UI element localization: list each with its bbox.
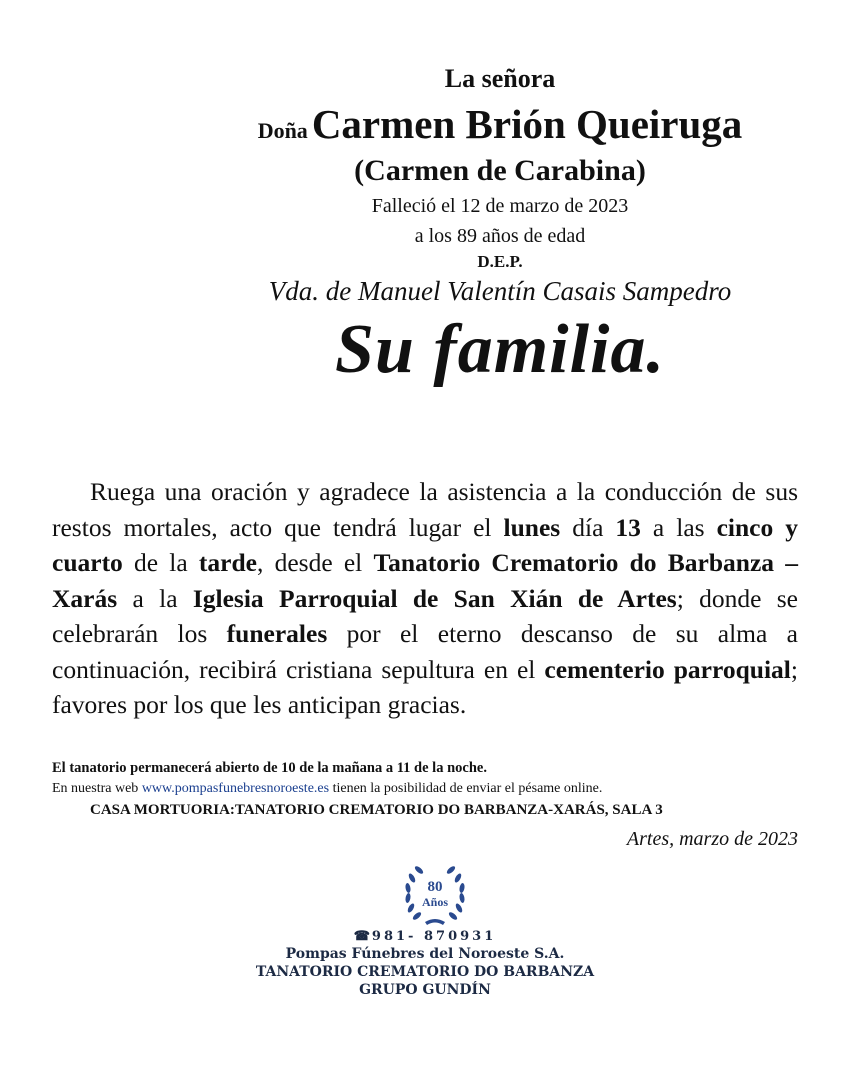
opening-hours-note: El tanatorio permanecerá abierto de 10 de la mañana a 11 de la noche. xyxy=(52,760,487,776)
name-prefix: Doña xyxy=(257,118,308,143)
bold-run: funerales xyxy=(226,619,328,648)
place-and-date: Artes, marzo de 2023 xyxy=(626,828,798,850)
age-at-death: a los 89 años de edad xyxy=(414,225,586,247)
web-note-prefix: En nuestra web xyxy=(52,781,142,796)
telephone-icon: ☎ xyxy=(353,929,370,944)
text-run: por el eterno descanso de su alma a continuación, recibirá cristiana sepultura en el xyxy=(52,619,798,684)
deceased-name-line xyxy=(0,100,850,148)
intro-text: La señora xyxy=(444,64,556,93)
deceased-name: Carmen Brión Queiruga xyxy=(311,101,743,147)
company-name: Pompas Fúnebres del Noroeste S.A. xyxy=(285,946,565,962)
bold-run: Tanatorio Crematorio do Barbanza – Xarás xyxy=(52,548,798,613)
anniversary-laurel-logo xyxy=(395,858,475,930)
widow-of: Vda. de Manuel Valentín Casais Sampedro xyxy=(268,276,732,306)
web-note-suffix: tienen la posibilidad de enviar el pésame online. xyxy=(329,781,603,796)
bold-run: cementerio parroquial xyxy=(544,654,791,684)
condolence-web-note xyxy=(52,781,602,797)
phone-line xyxy=(0,928,850,945)
logo-number: 80 xyxy=(427,879,443,895)
text-run: ; favores por los que les anticipan gracias. xyxy=(52,654,798,719)
website-link[interactable]: www.pompasfunebresnoroeste.es xyxy=(141,781,330,796)
bold-run: 13 xyxy=(615,512,641,542)
announcement-paragraph xyxy=(52,474,798,723)
tanatorio-name: TANATORIO CREMATORIO DO BARBANZA xyxy=(255,964,595,980)
death-date: Falleció el 12 de marzo de 2023 xyxy=(371,195,629,217)
bold-run: lunes xyxy=(503,512,561,542)
bold-run: tarde xyxy=(198,548,257,577)
family-signature: Su familia. xyxy=(335,311,665,388)
text-run: , desde el xyxy=(256,548,374,577)
bold-run: cinco y cuarto xyxy=(52,512,798,577)
text-run: Ruega una oración y agradece la asistencia a la conducción de sus restos mortales, acto que tendrá lugar el xyxy=(52,477,798,542)
text-run: a las xyxy=(640,512,717,542)
group-name: GRUPO GUNDÍN xyxy=(359,982,491,998)
text-run: ; donde se celebrarán los xyxy=(52,583,798,648)
logo-word: Años xyxy=(421,895,449,909)
mortuary-location: CASA MORTUORIA:TANATORIO CREMATORIO DO BARBANZA-XARÁS, SALA 3 xyxy=(90,802,663,818)
dep-label: D.E.P. xyxy=(477,252,523,271)
phone-number: 981- 870931 xyxy=(371,929,497,944)
text-run: día xyxy=(560,512,616,542)
text-run: a la xyxy=(117,583,193,613)
deceased-nickname: (Carmen de Carabina) xyxy=(354,154,646,187)
bold-run: Iglesia Parroquial de San Xián de Artes xyxy=(192,583,677,613)
text-run: de la xyxy=(122,548,199,577)
funeral-home-footer xyxy=(0,928,850,999)
